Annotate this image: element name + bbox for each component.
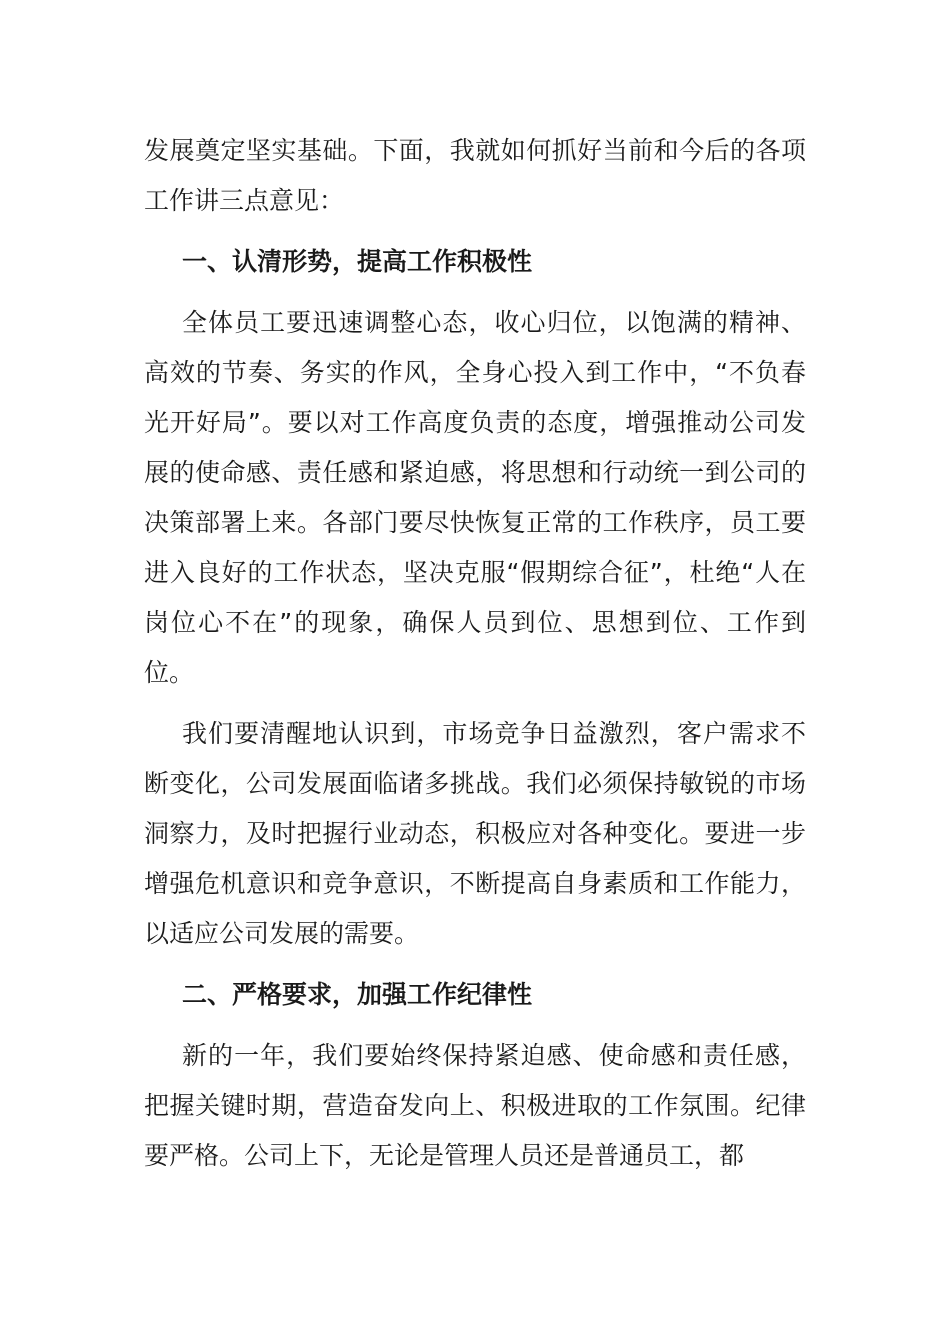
paragraph-1: 全体员工要迅速调整心态，收心归位，以饱满的精神、高效的节奏、务实的作风，全身心投入到工作中，“不负春光开好局”。要以对工作高度负责的态度，增强推动公司发展的使命感、责任感和紧迫感，将思想和行动统一到公司的决策部署上来。各部门要尽快恢复正常的工作秩序，员工要进入良好的工作状态，坚决克服“假期综合征”，杜绝“人在岗位心不在”的现象，确保人员到位、思想到位、工作到位。	[144, 308, 806, 687]
paragraph-3: 新的一年，我们要始终保持紧迫感、使命感和责任感，把握关键时期，营造奋发向上、积极进取的工作氛围。纪律要严格。公司上下，无论是管理人员还是普通员工，都	[144, 1041, 806, 1170]
paragraph-2: 我们要清醒地认识到，市场竞争日益激烈，客户需求不断变化，公司发展面临诸多挑战。我们必须保持敏锐的市场洞察力，及时把握行业动态，积极应对各种变化。要进一步增强危机意识和竞争意识，不断提高自身素质和工作能力，以适应公司发展的需要。	[144, 719, 806, 948]
paragraph-intro: 发展奠定坚实基础。下面，我就如何抓好当前和今后的各项工作讲三点意见：	[144, 136, 806, 215]
section-heading-1: 一、认清形势，提高工作积极性	[182, 247, 533, 276]
section-heading-2: 二、严格要求，加强工作纪律性	[182, 980, 533, 1009]
document-page	[144, 126, 806, 1192]
